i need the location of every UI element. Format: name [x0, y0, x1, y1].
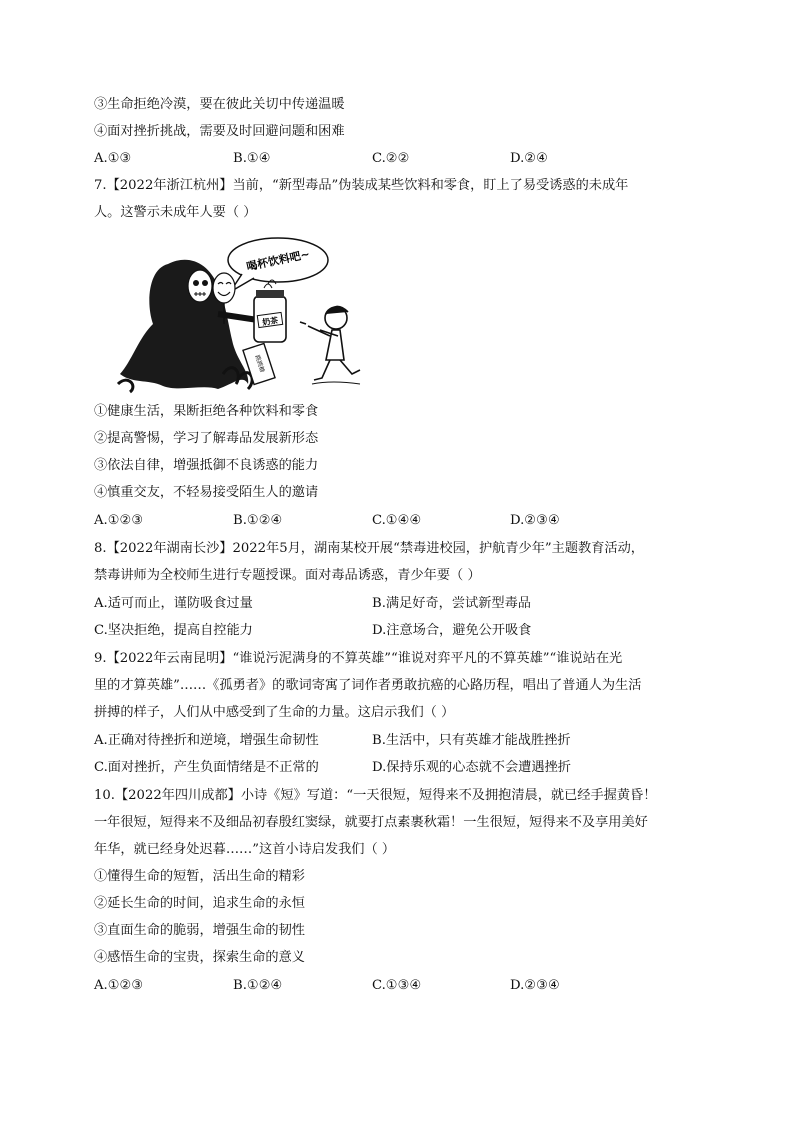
- q10-item-2: ②延长生命的时间，追求生命的永恒: [94, 896, 305, 911]
- q7-option-d[interactable]: D.②③④: [510, 513, 560, 528]
- q6-option-d[interactable]: D.②④: [510, 151, 548, 166]
- q10-stem-line-2: 一年很短，短得来不及细品初春殷红窦绿，就要打点素裹秋霜！一生很短，短得来不及享用美好: [94, 815, 648, 830]
- q9-stem-line-1: 9.【2022年云南昆明】“谁说污泥满身的不算英雄”“谁说对弈平凡的不算英雄”“谁说站在光: [94, 651, 623, 666]
- bubble-text: 喝杯饮料吧~: [245, 247, 311, 274]
- child-figure: [300, 306, 360, 384]
- q9-option-b[interactable]: B.生活中，只有英雄才能战胜挫折: [372, 733, 571, 748]
- q6-item-4: ④面对挫折挑战，需要及时回避问题和困难: [94, 124, 345, 139]
- q7-stem-line-2: 人。这警示未成年人要（ ）: [94, 205, 257, 220]
- q10-item-3: ③直面生命的脆弱，增强生命的韧性: [94, 923, 305, 938]
- q7-option-b[interactable]: B.①②④: [233, 513, 283, 528]
- milk-tea-jar: [254, 280, 286, 342]
- q9-options-row-1: [94, 731, 714, 751]
- q10-stem-line-1: 10.【2022年四川成都】小诗《短》写道：“一天很短，短得来不及拥抱清晨，就已经手握黄昏！: [94, 788, 657, 803]
- q10-option-b[interactable]: B.①②④: [233, 978, 283, 993]
- q10-option-a[interactable]: A.①②③: [94, 978, 144, 993]
- q8-stem-line-1: 8.【2022年湖南长沙】2022年5月，湖南某校开展“禁毒进校园，护航青少年”主题教育活动，: [94, 541, 644, 556]
- q7-item-2: ②提高警惕，学习了解毒品发展新形态: [94, 431, 319, 446]
- q7-options: [94, 511, 714, 531]
- q7-item-4: ④慎重交友，不轻易接受陌生人的邀请: [94, 485, 319, 500]
- q6-option-b[interactable]: B.①④: [233, 151, 271, 166]
- q6-option-c[interactable]: C.②②: [372, 151, 410, 166]
- q6-option-a[interactable]: A.①③: [94, 151, 132, 166]
- q8-option-c[interactable]: C.坚决拒绝，提高自控能力: [94, 623, 253, 638]
- jar-label: 奶茶: [261, 315, 279, 328]
- q9-option-a[interactable]: A.正确对待挫折和逆境，增强生命韧性: [94, 733, 319, 748]
- q7-option-c[interactable]: C.①④④: [372, 513, 422, 528]
- q8-option-b[interactable]: B.满足好奇，尝试新型毒品: [372, 596, 531, 611]
- q9-option-c[interactable]: C.面对挫折，产生负面情绪是不正常的: [94, 760, 319, 775]
- q10-options: [94, 976, 714, 996]
- q10-stem-line-3: 年华，就已经身处迟暮……”这首小诗启发我们（ ）: [94, 842, 396, 857]
- q7-item-1: ①健康生活，果断拒绝各种饮料和零食: [94, 404, 319, 419]
- q10-option-d[interactable]: D.②③④: [510, 978, 560, 993]
- q9-options-row-2: [94, 758, 714, 778]
- q10-item-4: ④感悟生命的宝贵，探索生命的意义: [94, 950, 305, 965]
- q8-option-d[interactable]: D.注意场合，避免公开吸食: [372, 623, 532, 638]
- q7-stem-line-1: 7.【2022年浙江杭州】当前，“新型毒品”伪装成某些饮料和零食，盯上了易受诱惑的未成年: [94, 178, 629, 193]
- q10-item-1: ①懂得生命的短暂，活出生命的精彩: [94, 869, 305, 884]
- q8-options-row-1: [94, 594, 714, 614]
- speech-bubble: [228, 238, 328, 292]
- q6-item-3: ③生命拒绝冷漠，要在彼此关切中传递温暖: [94, 97, 345, 112]
- q6-options: [94, 149, 714, 169]
- q9-stem-line-2: 里的才算英雄”……《孤勇者》的歌词寄寓了词作者勇敢抗癌的心路历程，唱出了普通人为生活: [94, 678, 642, 693]
- q9-stem-line-3: 拼搏的样子，人们从中感受到了生命的力量。这启示我们（ ）: [94, 705, 455, 720]
- q7-option-a[interactable]: A.①②③: [94, 513, 144, 528]
- q8-option-a[interactable]: A.适可而止，谨防吸食过量: [94, 596, 253, 611]
- q8-options-row-2: [94, 621, 714, 641]
- q7-item-3: ③依法自律，增强抵御不良诱惑的能力: [94, 458, 319, 473]
- q9-option-d[interactable]: D.保持乐观的心态就不会遭遇挫折: [372, 760, 571, 775]
- grim-reaper-figure: [118, 260, 258, 392]
- bag-label: 跳跳糖: [253, 354, 266, 374]
- q10-option-c[interactable]: C.①③④: [372, 978, 422, 993]
- q8-stem-line-2: 禁毒讲师为全校师生进行专题授课。面对毒品诱惑，青少年要（ ）: [94, 568, 481, 583]
- anti-drug-cartoon: [108, 234, 374, 396]
